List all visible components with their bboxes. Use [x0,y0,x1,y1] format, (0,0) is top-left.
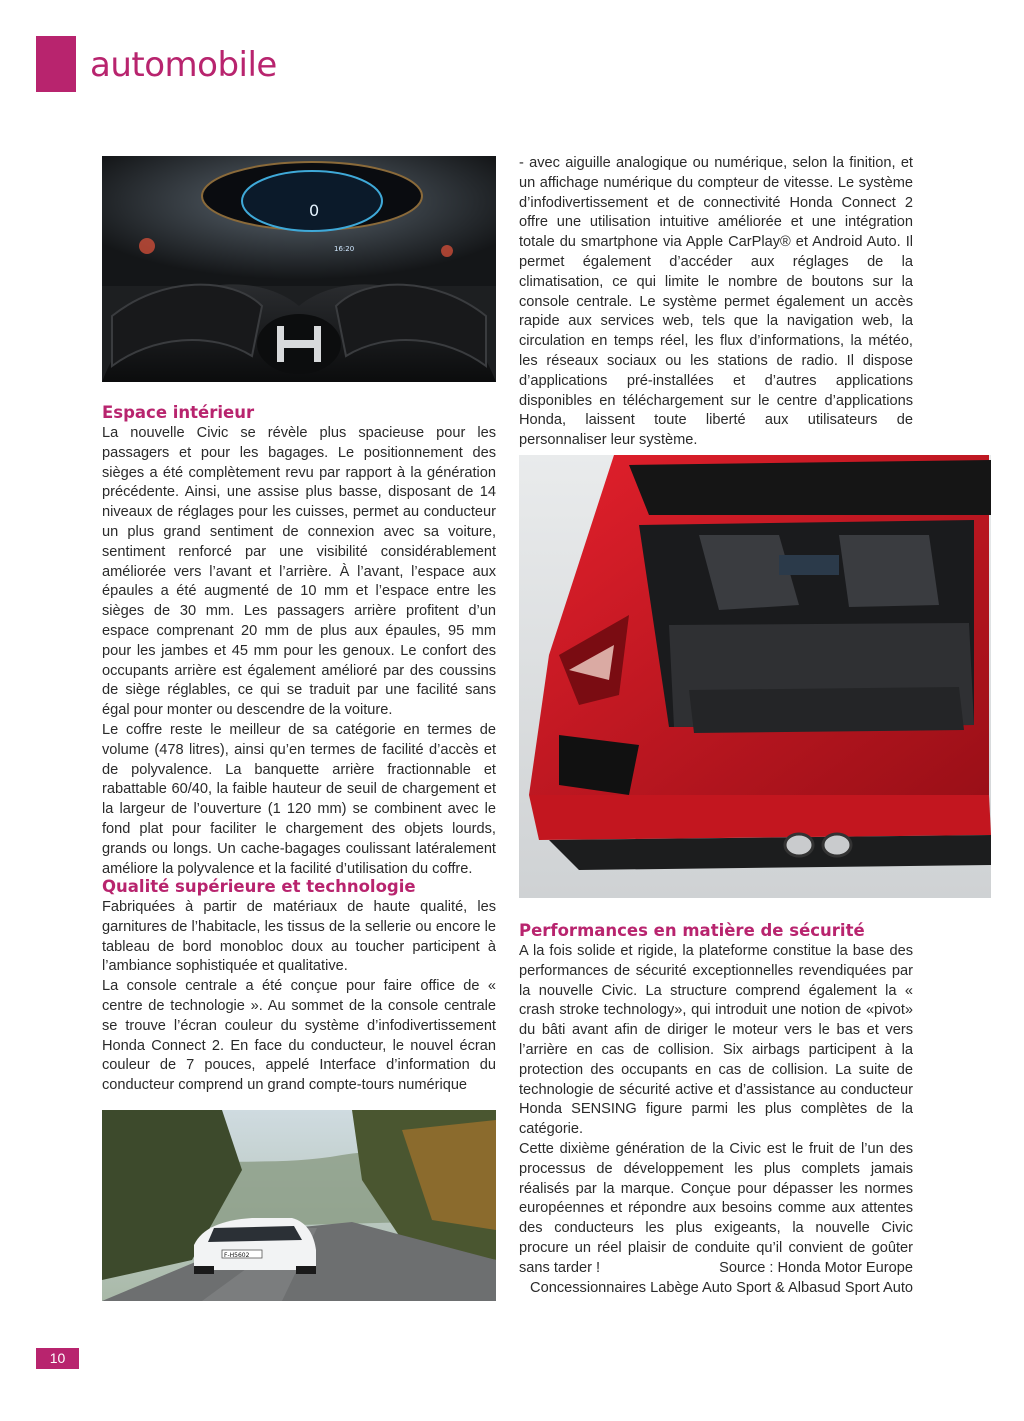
header-accent-block [36,36,76,92]
interior-section [102,402,496,879]
dashboard-photo [102,156,496,382]
safety-section [519,920,913,1279]
trunk-photo [519,455,991,898]
speed-readout: 0 [309,201,320,220]
time-readout: 16:20 [334,245,355,253]
quality-paragraph-2: La console centrale a été conçue pour faire office de « centre de technologie ». Au sommet de la console centrale se trouve l’écran couleur du système d’infodivertissement Honda Connect 2. En face du conducteur, le nouvel écran couleur de 7 pouces, appelé Interface d’information du conducteur comprend un grand compte-tours numérique [102,978,496,1094]
quality-heading: Qualité supérieure et technologie [102,877,416,896]
quality-paragraph-1: Fabriquées à partir de matériaux de haute qualité, les garnitures de l’habitacle, les tissus de la sellerie ou encore le tableau de bord monobloc doux au toucher participent à l’ambiance sophistiquée et qualitative. [102,899,496,975]
continuation-section [519,154,913,451]
source-credits [519,1258,913,1298]
safety-heading: Performances en matière de sécurité [519,921,865,940]
road-photo [102,1110,496,1301]
safety-paragraph-2: Cette dixième génération de la Civic est le fruit de l’un des processus de développement les plus complets jamais réalisés par la marque. Conçue pour dépasser les normes européennes et répondre aux besoins comme aux attentes des conducteurs les plus exigeants, la nouvelle Civic procure un réel plaisir de conduite qu’il convient de goûter sans tarder ! [519,1140,913,1276]
continuation-paragraph: - avec aiguille analogique ou numérique, selon la finition, et un affichage numérique du compteur de vitesse. Le système d’infodivertissement et de connectivité Honda Connect 2 offre une utilisation intuitive améliorée et une intégration totale du smartphone via Apple CarPlay® et Android Auto. Il permet également d’accéder aux réglages de la climatisation, ce qui limite le nombre de boutons sur la console centrale. Le système permet également un accès rapide aux services web, tels que la navigation web, la circulation en temps réel, les flux d’informations, la météo, les réseaux sociaux ou les stations de radio. Il dispose d’applications pré-installées et d’autres applications disponibles en téléchargement sur le centre d’applications Honda, laissent toute liberté aux utilisateurs de personnaliser leur système. [519,155,913,449]
safety-paragraph-1: A la fois solide et rigide, la plateforme constitue la base des performances de sécurité exceptionnelles revendiquées par la nouvelle Civic. La structure comprend également la « crash stroke technology», qui introduit une notion de «pivot» du bâti avant afin de diriger le moteur vers le bas et vers l’arrière en cas de collision. Six airbags participent à la protection des occupants en cas de collision. La suite de technologie de sécurité active et d’assistance au conducteur Honda SENSING figure parmi les plus complètes de la catégorie. [519,943,913,1138]
source-line: Source : Honda Motor Europe [719,1260,913,1276]
section-title: automobile [90,45,277,85]
license-plate: F-H5602 [224,1252,250,1259]
interior-heading: Espace intérieur [102,403,255,422]
dealers-line: Concessionnaires Labège Auto Sport & Albasud Sport Auto [530,1280,913,1296]
page-number: 10 [36,1348,79,1369]
interior-paragraph-2: Le coffre reste le meilleur de sa catégorie en termes de volume (478 litres), ainsi qu’en termes de facilité d’accès et de polyvalence. La banquette arrière fractionnable et rabattable 60/40, la faible hauteur de seuil de chargement et la largeur de l’ouverture (1 120 mm) se combinent avec le fond plat pour faciliter le chargement des objets lourds, grands ou longs. Un cache-bagages coulissant latéralement améliore la polyvalence et la facilité d’utilisation du coffre. [102,721,496,877]
quality-section [102,876,496,1096]
interior-paragraph-1: La nouvelle Civic se révèle plus spacieuse pour les passagers et pour les bagages. Le positionnement des sièges a été complètement revu par rapport à la génération précédente. Ainsi, une assise plus basse, disposant de 14 niveaux de réglages pour les cuisses, permet au conducteur un plus grand sentiment de connexion avec sa voiture, sentiment renforcé par une visibilité considérablement améliorée vers l’avant et l’arrière. À l’avant, l’espace aux épaules a été augmenté de 10 mm et l’espace entre les sièges de 30 mm. Les passagers arrière profitent d’un espace comprenant 20 mm de plus aux épaules, 95 mm pour les jambes et 45 mm pour les genoux. Le confort des occupants arrière est également amélioré par des coussins de siège réglables, ce qui se traduit par une facilité sans égal pour monter ou descendre de la voiture. [102,425,496,719]
